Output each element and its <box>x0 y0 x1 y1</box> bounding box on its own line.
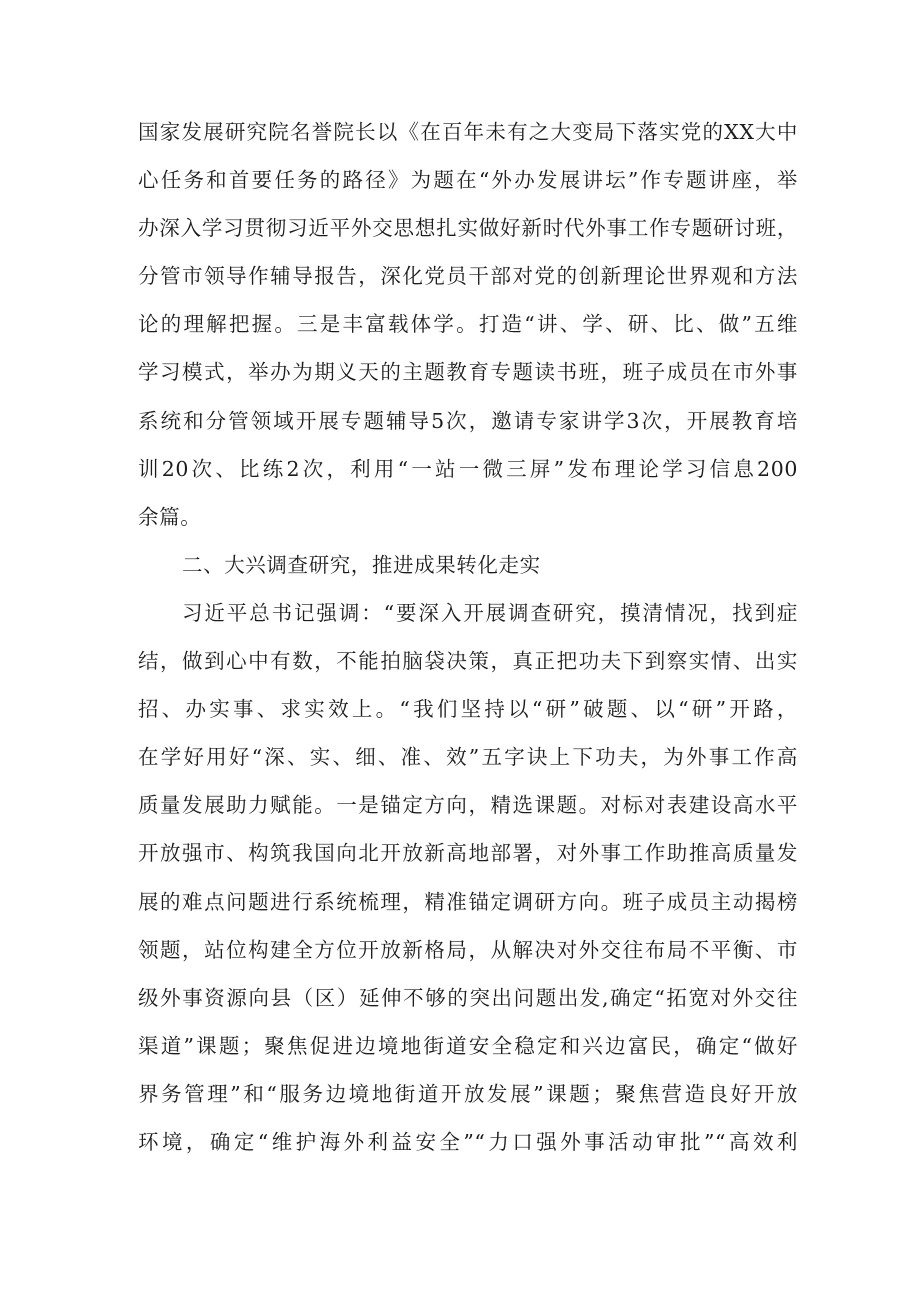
text-line: 环境，确定“维护海外利益安全”“力口强外事活动审批”“高效利 <box>138 1129 798 1154</box>
text-line: 办深入学习贯彻习近平外交思想扎实做好新时代外事工作专题研讨班， <box>138 216 798 241</box>
text-line: 在学好用好“深、实、细、准、效”五字诀上下功夫，为外事工作高 <box>138 745 798 770</box>
text-line: 分管市领导作辅导报告，深化党员干部对党的创新理论世界观和方法 <box>138 264 798 289</box>
text-line: 习近平总书记强调：“要深入开展调查研究，摸清情况，找到症 <box>182 600 798 625</box>
text-line: 开放强市、构筑我国向北开放新高地部署，对外事工作助推高质量发 <box>138 841 798 866</box>
paragraph-1 <box>138 108 798 541</box>
text-line: 国家发展研究院名誉院长以《在百年未有之大变局下落实党的XX大中 <box>138 120 798 144</box>
text-line: 招、办实事、求实效上。“我们坚持以“研”破题、以“研”开路， <box>138 697 798 722</box>
text-line: 学习模式，举办为期义天的主题教育专题读书班，班子成员在市外事 <box>138 360 798 385</box>
text-line: 领题，站位构建全方位开放新格局，从解决对外交往布局不平衡、市 <box>138 937 798 962</box>
section-heading <box>138 541 798 589</box>
text-line: 训20次、比练2次，利用“一站一微三屏”发布理论学习信息200 <box>138 456 798 481</box>
text-line: 结，做到心中有数，不能拍脑袋决策，真正把功夫下到察实情、出实 <box>138 649 798 674</box>
text-line: 心任务和首要任务的路径》为题在“外办发展讲坛”作专题讲座，举 <box>138 168 798 193</box>
text-line: 论的理解把握。三是丰富载体学。打造“讲、学、研、比、做”五维 <box>138 312 798 337</box>
text-line: 级外事资源向县（区）延伸不够的突出问题出发,确定“拓宽对外交往 <box>138 985 798 1010</box>
heading-line: 二、大兴调查研究，推进成果转化走实 <box>182 552 541 577</box>
text-line: 渠道”课题；聚焦促进边境地街道安全稳定和兴边富民，确定“做好 <box>138 1033 798 1058</box>
document-body <box>138 108 798 1166</box>
text-line: 界务管理”和“服务边境地街道开放发展”课题；聚焦营造良好开放 <box>138 1081 798 1106</box>
text-line: 余篇。 <box>138 504 202 529</box>
text-line: 系统和分管领域开展专题辅导5次，邀请专家讲学3次，开展教育培 <box>138 408 798 433</box>
text-line: 展的难点问题进行系统梳理，精准锚定调研方向。班子成员主动揭榜 <box>138 889 798 914</box>
text-line: 质量发展助力赋能。一是锚定方向，精选课题。对标对表建设高水平 <box>138 793 798 818</box>
paragraph-2 <box>138 589 798 1166</box>
